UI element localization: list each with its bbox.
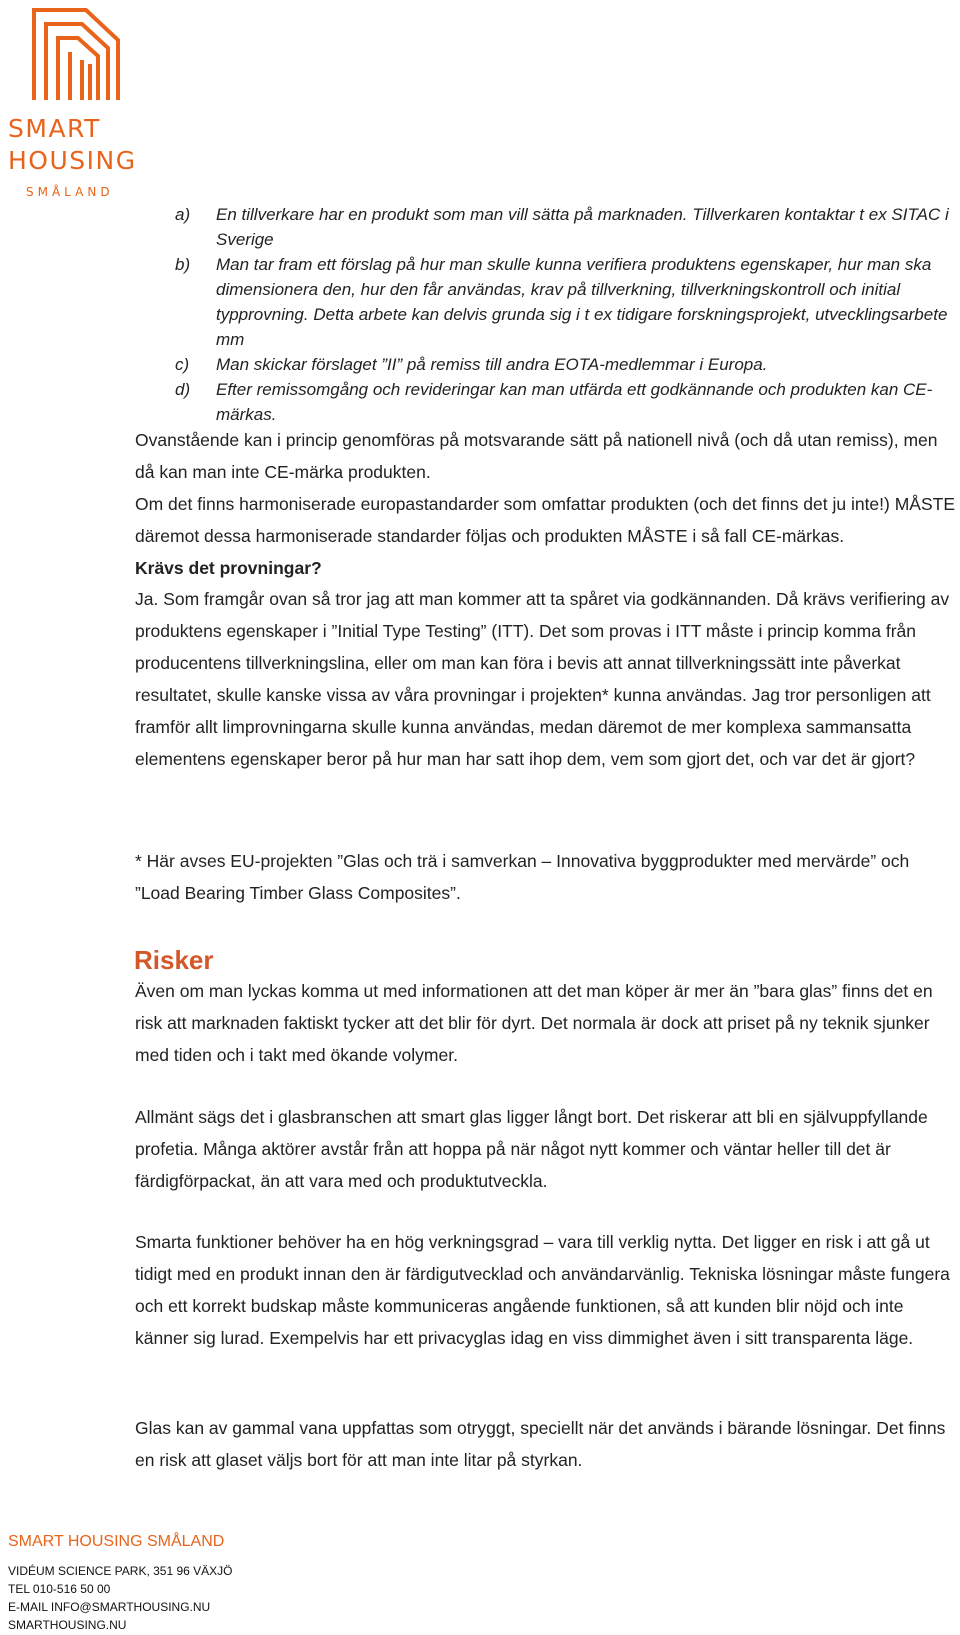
paragraph-risk-functions: Smarta funktioner behöver ha en hög verkningsgrad – vara till verklig nytta. Det ligger en risk i att gå ut tidigt med en produkt innan den är färdigutvecklad och användarvänlig. Tekniska lösningar måste fungera och ett korrekt budskap måste kommuniceras angående funktionen, så att kunden blir nöjd och inte känner sig lurad. Exempelvis har ett privacyglas idag en viss dimmighet även i sitt transparenta läge. <box>135 1232 950 1348</box>
section-heading-risks: Risker <box>134 945 214 975</box>
list-item-text: En tillverkare har en produkt som man vill sätta på marknaden. Tillverkaren kontaktar t ex SITAC i Sverige <box>216 205 949 249</box>
list-item-text: Man skickar förslaget ”II” på remiss till andra EOTA-medlemmar i Europa. <box>216 355 768 374</box>
question-heading: Krävs det provningar? <box>135 558 322 578</box>
footer-email[interactable]: E-MAIL INFO@SMARTHOUSING.NU <box>8 1600 211 1614</box>
paragraph-harmonised-standards: Om det finns harmoniserade europastandarder som omfattar produkten (och det finns det ju inte!) MÅSTE däremot dessa harmoniserade standarder följas och produkten MÅSTE i så fall CE-märkas. <box>135 494 955 546</box>
paragraph-testing-answer: Ja. Som framgår ovan så tror jag att man kommer att ta spåret via godkännanden. Då krävs verifiering av produktens egenskaper i ”Initial Type Testing” (ITT). Det som provas i ITT måste i princip komma från producentens tillverkningslina, eller om man kan föra i bevis att annat tillverkningssätt inte påverkat resultatet, skulle kanske vissa av våra provningar i projekten* kunna användas. Jag tror personligen att framför allt limprovningarna skulle kunna användas, medan däremot de mer komplexa sammansatta elementens egenskaper beror på hur man har satt ihop dem, vem som gjort det, och var det är gjort? <box>135 589 950 769</box>
footer-phone: TEL 010-516 50 00 <box>8 1582 111 1596</box>
footer-website[interactable]: SMARTHOUSING.NU <box>8 1618 127 1632</box>
list-item <box>175 377 960 427</box>
logo-text-smaland: SMÅLAND <box>26 185 114 199</box>
list-marker: c) <box>175 355 190 374</box>
logo-text-smart: SMART <box>8 114 101 143</box>
footer-company-name: SMART HOUSING SMÅLAND <box>8 1533 225 1550</box>
list-marker: d) <box>175 380 191 399</box>
paragraph-risk-safety: Glas kan av gammal vana uppfattas som otryggt, speciellt när det används i bärande lösningar. Det finns en risk att glaset väljs bort för att man inte litar på styrkan. <box>135 1418 946 1470</box>
logo-text-housing: HOUSING <box>8 146 137 175</box>
list-item <box>175 202 960 252</box>
list-item-text: Man tar fram ett förslag på hur man skulle kunna verifiera produktens egenskaper, hur man ska dimensionera den, hur den får användas, krav på tillverkning, tillverkningskontroll och initial typprovning. Detta arbete kan delvis grunda sig i t ex tidigare forskningsprojekt, utvecklingsarbete mm <box>216 255 948 349</box>
smart-housing-logo <box>8 4 138 200</box>
list-marker: a) <box>175 205 191 224</box>
list-item <box>175 252 960 352</box>
footnote: * Här avses EU-projekten ”Glas och trä i samverkan – Innovativa byggprodukter med mervärde” och ”Load Bearing Timber Glass Composites”. <box>135 851 910 903</box>
list-item-text: Efter remissomgång och revideringar kan man utfärda ett godkännande och produkten kan CE-märkas. <box>216 380 933 424</box>
logo-mark-icon <box>26 4 126 102</box>
process-list <box>175 202 960 427</box>
list-item <box>175 352 960 377</box>
page-footer <box>8 1532 408 1634</box>
paragraph-national-level: Ovanstående kan i princip genomföras på motsvarande sätt på nationell nivå (och då utan remiss), men då kan man inte CE-märka produkten. <box>135 430 938 482</box>
paragraph-risk-prophecy: Allmänt sägs det i glasbranschen att smart glas ligger långt bort. Det riskerar att bli en självuppfyllande profetia. Många aktörer avstår från att hoppa på när något nytt kommer och väntar heller till det är färdigförpackat, än att vara med och produktutveckla. <box>135 1107 928 1191</box>
paragraph-risk-price: Även om man lyckas komma ut med informationen att det man köper är mer än ”bara glas” finns det en risk att marknaden faktiskt tycker att det blir för dyrt. Det normala är dock att priset på ny teknik sjunker med tiden och i takt med ökande volymer. <box>135 981 933 1065</box>
footer-address: VIDÉUM SCIENCE PARK, 351 96 VÄXJÖ <box>8 1564 233 1578</box>
list-marker: b) <box>175 255 191 274</box>
